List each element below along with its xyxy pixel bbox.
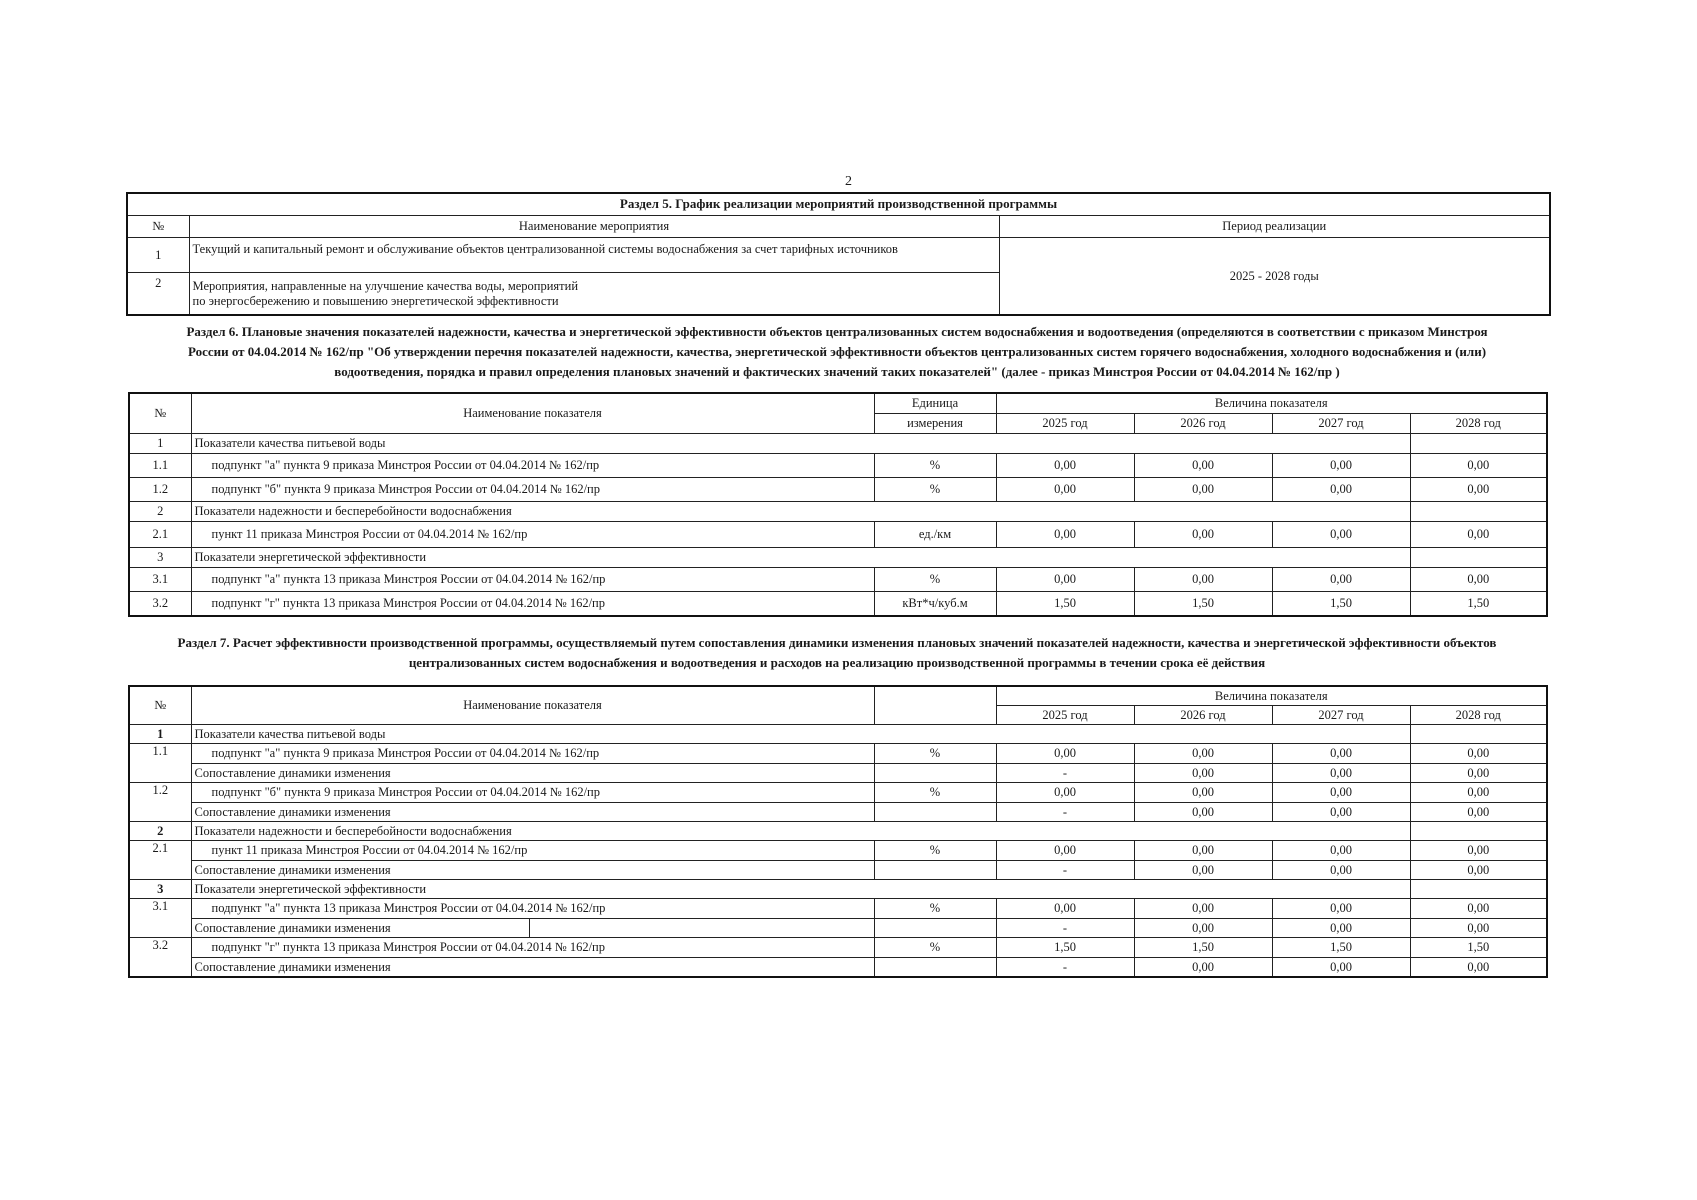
compare-2025: -	[996, 803, 1134, 822]
value-2027: 1,50	[1272, 938, 1410, 958]
compare-2026: 0,00	[1134, 919, 1272, 938]
value-2026: 0,00	[1134, 568, 1272, 592]
section6-title	[128, 322, 1546, 382]
header-value: Величина показателя	[996, 686, 1547, 706]
compare-label: Сопоставление динамики изменения	[191, 764, 874, 783]
value-2025: 0,00	[996, 522, 1134, 548]
header-year-2027: 2027 год	[1272, 414, 1410, 434]
value-2028: 0,00	[1410, 454, 1547, 478]
activity-name-line: Мероприятия, направленные на улучшение качества воды, мероприятий	[192, 279, 579, 294]
empty-cell	[1410, 880, 1547, 899]
section7-table	[128, 685, 1548, 978]
row-num: 3	[129, 880, 191, 899]
indicator-name: подпункт "а" пункта 9 приказа Минстроя России от 04.04.2014 № 162/пр	[191, 744, 874, 764]
value-2026: 0,00	[1134, 522, 1272, 548]
compare-2025: -	[996, 764, 1134, 783]
value-2025: 0,00	[996, 783, 1134, 803]
empty-cell	[874, 764, 996, 783]
compare-2028: 0,00	[1410, 958, 1547, 978]
value-2028: 0,00	[1410, 744, 1547, 764]
value-2026: 0,00	[1134, 899, 1272, 919]
empty-cell	[1410, 822, 1547, 841]
value-2026: 1,50	[1134, 592, 1272, 616]
unit: %	[874, 841, 996, 861]
value-2025: 0,00	[996, 744, 1134, 764]
unit: кВт*ч/куб.м	[874, 592, 996, 616]
value-2027: 0,00	[1272, 522, 1410, 548]
section6-title-line: Раздел 6. Плановые значения показателей надежности, качества и энергетической эффективности объектов централизованных систем водоснабжения и водоотведения (определяются в соответствии с приказом Минстроя	[186, 324, 1488, 339]
compare-label: Сопоставление динамики изменения	[191, 958, 874, 978]
value-2026: 0,00	[1134, 841, 1272, 861]
value-2028: 0,00	[1410, 522, 1547, 548]
row-num: 3	[129, 548, 191, 568]
empty-cell	[874, 861, 996, 880]
compare-2027: 0,00	[1272, 958, 1410, 978]
section6-title-line: России от 04.04.2014 № 162/пр "Об утверждении перечня показателей надежности, качества, энергетической эффективности объектов централизованных систем горячего водоснабжения, холодного водоснабжения и (или)	[187, 344, 1487, 359]
compare-2028: 0,00	[1410, 803, 1547, 822]
header-indicator-name: Наименование показателя	[191, 393, 874, 434]
value-2026: 0,00	[1134, 783, 1272, 803]
unit: %	[874, 478, 996, 502]
empty-cell	[1410, 548, 1547, 568]
activity-name	[189, 273, 999, 316]
indicator-name: подпункт "г" пункта 13 приказа Минстроя России от 04.04.2014 № 162/пр	[191, 938, 874, 958]
row-num: 1.1	[129, 744, 191, 783]
row-num: 3.2	[129, 592, 191, 616]
header-year-2025: 2025 год	[996, 414, 1134, 434]
compare-2028: 0,00	[1410, 861, 1547, 880]
value-2027: 0,00	[1272, 568, 1410, 592]
compare-label-text: Сопоставление динамики изменения	[194, 920, 391, 935]
compare-2026: 0,00	[1134, 861, 1272, 880]
empty-cell	[1410, 434, 1547, 454]
value-2025: 0,00	[996, 841, 1134, 861]
indicator-name: подпункт "а" пункта 13 приказа Минстроя России от 04.04.2014 № 162/пр	[191, 568, 874, 592]
indicator-name: пункт 11 приказа Минстроя России от 04.04.2014 № 162/пр	[191, 522, 874, 548]
compare-2028: 0,00	[1410, 919, 1547, 938]
activity-name-line: по энергосбережению и повышению энергетической эффективности	[192, 293, 559, 308]
row-num: 1	[127, 238, 189, 273]
row-num: 2.1	[129, 522, 191, 548]
value-2028: 0,00	[1410, 783, 1547, 803]
value-2025: 1,50	[996, 938, 1134, 958]
row-num: 3.2	[129, 938, 191, 978]
value-2027: 0,00	[1272, 899, 1410, 919]
header-num: №	[129, 686, 191, 725]
row-num: 1.2	[129, 783, 191, 822]
empty-cell	[874, 919, 996, 938]
value-2028: 1,50	[1410, 938, 1547, 958]
activity-name: Текущий и капитальный ремонт и обслуживание объектов централизованной системы водоснабжения за счет тарифных источников	[189, 238, 999, 273]
row-num: 1	[129, 725, 191, 744]
group-name: Показатели качества питьевой воды	[191, 725, 1410, 744]
compare-label	[191, 919, 874, 938]
section7-title-line: централизованных систем водоснабжения и водоотведения и расходов на реализацию производственной программы в течении срока её действия	[408, 655, 1266, 670]
header-num: №	[127, 216, 189, 238]
compare-label: Сопоставление динамики изменения	[191, 861, 874, 880]
compare-2027: 0,00	[1272, 861, 1410, 880]
empty-cell	[1410, 502, 1547, 522]
empty-cell	[874, 803, 996, 822]
value-2025: 0,00	[996, 568, 1134, 592]
row-num: 2	[129, 822, 191, 841]
empty-cell	[874, 958, 996, 978]
compare-2027: 0,00	[1272, 764, 1410, 783]
empty-cell	[1410, 725, 1547, 744]
indicator-name: подпункт "б" пункта 9 приказа Минстроя России от 04.04.2014 № 162/пр	[191, 783, 874, 803]
value-2025: 0,00	[996, 478, 1134, 502]
compare-2028: 0,00	[1410, 764, 1547, 783]
indicator-name: подпункт "г" пункта 13 приказа Минстроя России от 04.04.2014 № 162/пр	[191, 592, 874, 616]
unit: %	[874, 938, 996, 958]
header-period: Период реализации	[999, 216, 1550, 238]
value-2026: 0,00	[1134, 478, 1272, 502]
row-num: 2.1	[129, 841, 191, 880]
row-num: 2	[127, 273, 189, 316]
value-2027: 1,50	[1272, 592, 1410, 616]
header-unit: Единица	[874, 393, 996, 414]
value-2026: 0,00	[1134, 454, 1272, 478]
unit: %	[874, 454, 996, 478]
page-number: 2	[845, 174, 852, 189]
row-num: 3.1	[129, 568, 191, 592]
section6-table	[128, 392, 1548, 617]
value-2028: 0,00	[1410, 841, 1547, 861]
header-year-2028: 2028 год	[1410, 706, 1547, 725]
unit: %	[874, 744, 996, 764]
compare-2027: 0,00	[1272, 803, 1410, 822]
row-num: 1.1	[129, 454, 191, 478]
header-year-2028: 2028 год	[1410, 414, 1547, 434]
unit: ед./км	[874, 522, 996, 548]
value-2027: 0,00	[1272, 783, 1410, 803]
row-num: 1	[129, 434, 191, 454]
compare-2026: 0,00	[1134, 764, 1272, 783]
compare-2025: -	[996, 919, 1134, 938]
group-name: Показатели качества питьевой воды	[191, 434, 1410, 454]
value-2028: 0,00	[1410, 568, 1547, 592]
value-2027: 0,00	[1272, 454, 1410, 478]
value-2025: 0,00	[996, 454, 1134, 478]
unit: %	[874, 899, 996, 919]
value-2027: 0,00	[1272, 744, 1410, 764]
header-indicator-name: Наименование показателя	[191, 686, 874, 725]
value-2025: 0,00	[996, 899, 1134, 919]
value-2026: 0,00	[1134, 744, 1272, 764]
compare-2026: 0,00	[1134, 803, 1272, 822]
unit: %	[874, 568, 996, 592]
section5-table	[126, 192, 1551, 316]
header-year-2025: 2025 год	[996, 706, 1134, 725]
unit: %	[874, 783, 996, 803]
section5-title: Раздел 5. График реализации мероприятий производственной программы	[127, 193, 1550, 216]
section6-title-line: водоотведения, порядка и правил определения плановых значений и фактических значений таких показателей" (далее - приказ Минстроя России от 04.04.2014 № 162/пр )	[334, 364, 1340, 379]
group-name: Показатели надежности и бесперебойности водоснабжения	[191, 822, 1410, 841]
header-unit-empty	[874, 686, 996, 725]
value-2027: 0,00	[1272, 841, 1410, 861]
header-activity-name: Наименование мероприятия	[189, 216, 999, 238]
indicator-name: подпункт "а" пункта 9 приказа Минстроя России от 04.04.2014 № 162/пр	[191, 454, 874, 478]
value-2025: 1,50	[996, 592, 1134, 616]
section7-title-line: Раздел 7. Расчет эффективности производственной программы, осуществляемый путем сопоставления динамики изменения плановых значений показателей надежности, качества и энергетической эффективности объектов	[177, 635, 1497, 650]
value-2028: 0,00	[1410, 899, 1547, 919]
header-value: Величина показателя	[996, 393, 1547, 414]
indicator-name: подпункт "б" пункта 9 приказа Минстроя России от 04.04.2014 № 162/пр	[191, 478, 874, 502]
compare-2026: 0,00	[1134, 958, 1272, 978]
section7-title	[128, 633, 1546, 673]
value-2027: 0,00	[1272, 478, 1410, 502]
value-2028: 0,00	[1410, 478, 1547, 502]
group-name: Показатели надежности и бесперебойности водоснабжения	[191, 502, 1410, 522]
row-num: 3.1	[129, 899, 191, 938]
indicator-name: пункт 11 приказа Минстроя России от 04.04.2014 № 162/пр	[191, 841, 874, 861]
compare-2025: -	[996, 958, 1134, 978]
header-year-2026: 2026 год	[1134, 414, 1272, 434]
header-num: №	[129, 393, 191, 434]
compare-label: Сопоставление динамики изменения	[191, 803, 874, 822]
value-2026: 1,50	[1134, 938, 1272, 958]
header-year-2027: 2027 год	[1272, 706, 1410, 725]
header-unit-line2: измерения	[874, 414, 996, 434]
row-num: 1.2	[129, 478, 191, 502]
value-2028: 1,50	[1410, 592, 1547, 616]
period-value: 2025 - 2028 годы	[999, 238, 1550, 316]
row-num: 2	[129, 502, 191, 522]
header-year-2026: 2026 год	[1134, 706, 1272, 725]
cell-divider	[529, 919, 530, 937]
group-name: Показатели энергетической эффективности	[191, 548, 1410, 568]
compare-2027: 0,00	[1272, 919, 1410, 938]
group-name: Показатели энергетической эффективности	[191, 880, 1410, 899]
indicator-name: подпункт "а" пункта 13 приказа Минстроя России от 04.04.2014 № 162/пр	[191, 899, 874, 919]
compare-2025: -	[996, 861, 1134, 880]
